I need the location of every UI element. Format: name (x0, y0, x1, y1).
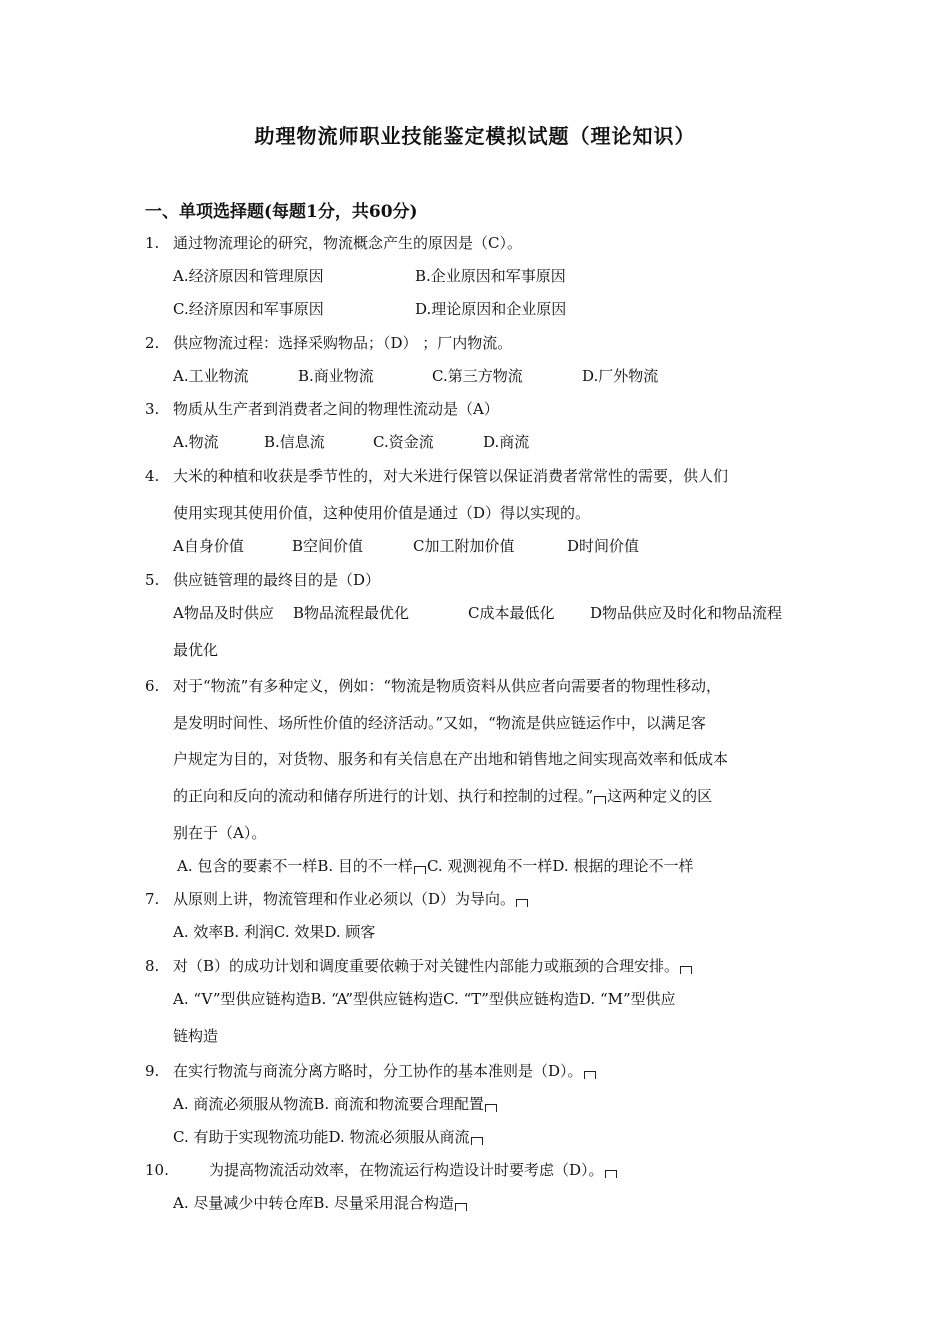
question-8 (145, 956, 693, 976)
option-c: C成本最低化 (468, 604, 555, 622)
option-c: C加工附加价值 (413, 537, 515, 555)
question-number: 3. (145, 400, 160, 418)
question-6 (145, 676, 721, 696)
question-text-cont: 使用实现其使用价值，这种使用价值是通过（D）得以实现的。 (173, 504, 591, 522)
option-d: D.理论原因和企业原因 (415, 300, 567, 318)
space-mark-icon (680, 966, 692, 974)
option-b: B.企业原因和军事原因 (415, 267, 566, 285)
question-3 (145, 399, 499, 419)
options-text: A. 尽量减少中转仓库B. 尽量采用混合构造 (173, 1194, 454, 1212)
question-1 (145, 233, 522, 253)
section-heading: 一、单项选择题(每题1分，共60分) (145, 202, 418, 222)
space-mark-icon (516, 899, 528, 907)
question-10 (145, 1160, 618, 1180)
option-a: A.物流 (173, 433, 219, 451)
option-b: B物品流程最优化 (293, 604, 410, 622)
question-text: 通过物流理论的研究，物流概念产生的原因是（C）。 (173, 234, 522, 252)
question-text-cont: 别在于（A）。 (173, 824, 267, 842)
question-text: 大米的种植和收获是季节性的，对大米进行保管以保证消费者常常性的需要，供人们 (173, 467, 729, 485)
question-text: 为提高物流活动效率，在物流运行构造设计时要考虑（D）。 (209, 1161, 604, 1179)
options-row (173, 1193, 468, 1213)
option-b: B.信息流 (264, 433, 325, 451)
options-row (173, 536, 639, 556)
options-row (177, 856, 693, 876)
options-row-cont: 链构造 (173, 1027, 219, 1045)
options-text: C. 有助于实现物流功能D. 物流必须服从商流 (173, 1128, 470, 1146)
options-text: A. 包含的要素不一样B. 目的不一样 (177, 857, 413, 875)
option-c: C.资金流 (373, 433, 434, 451)
option-d: D.厂外物流 (582, 367, 659, 385)
page-title: 助理物流师职业技能鉴定模拟试题（理论知识） (254, 124, 696, 148)
question-text-part: 的正向和反向的流动和储存所进行的计划、执行和控制的过程。” (173, 787, 594, 805)
option-a: A自身价值 (173, 537, 244, 555)
question-number: 9. (145, 1062, 160, 1080)
question-4 (145, 466, 728, 486)
space-mark-icon (455, 1203, 467, 1211)
space-mark-icon (594, 796, 606, 804)
option-c: C.经济原因和军事原因 (173, 300, 324, 318)
question-5 (145, 570, 380, 590)
options-row (173, 432, 529, 452)
question-text: 对（B）的成功计划和调度重要依赖于对关键性内部能力或瓶颈的合理安排。 (173, 957, 680, 975)
options-row (173, 603, 782, 623)
question-text: 在实行物流与商流分离方略时，分工协作的基本准则是（D）。 (173, 1062, 583, 1080)
space-mark-icon (485, 1104, 497, 1112)
question-number: 7. (145, 890, 160, 908)
question-number: 6. (145, 677, 160, 695)
option-d: D时间价值 (567, 537, 640, 555)
options-row: A. 效率B. 利润C. 效果D. 顾客 (173, 923, 376, 941)
space-mark-icon (584, 1071, 596, 1079)
option-b: B.商业物流 (298, 367, 374, 385)
question-text: 从原则上讲，物流管理和作业必须以（D）为导向。 (173, 890, 516, 908)
question-number: 5. (145, 571, 160, 589)
option-c: C.第三方物流 (432, 367, 523, 385)
question-2 (145, 333, 512, 353)
options-row (173, 366, 658, 386)
option-b: B空间价值 (292, 537, 364, 555)
question-text-cont: 户规定为目的，对货物、服务和有关信息在产出地和销售地之间实现高效率和低成本 (173, 750, 729, 768)
question-text-part: 这两种定义的区 (607, 787, 713, 805)
question-9 (145, 1061, 597, 1081)
option-d: D.商流 (483, 433, 530, 451)
option-d-cont: 最优化 (173, 641, 219, 659)
question-text: 对于“物流”有多种定义，例如：“物流是物质资料从供应者向需要者的物理性移动， (173, 677, 722, 695)
question-number: 4. (145, 467, 160, 485)
question-number: 1. (145, 234, 160, 252)
options-row (173, 1127, 484, 1147)
question-text: 供应链管理的最终目的是（D） (173, 571, 381, 589)
question-number: 2. (145, 334, 160, 352)
question-number: 10. (145, 1161, 169, 1179)
options-row: A. “V”型供应链构造B. “A”型供应链构造C. “T”型供应链构造D. “M”型供应 (173, 990, 676, 1008)
options-row (173, 299, 566, 319)
space-mark-icon (471, 1137, 483, 1145)
question-text: 供应物流过程：选择采购物品；（D） ；厂内物流。 (173, 334, 513, 352)
space-mark-icon (414, 866, 426, 874)
option-a: A物品及时供应 (173, 604, 274, 622)
question-text: 物质从生产者到消费者之间的物理性流动是（A） (173, 400, 499, 418)
option-a: A.工业物流 (173, 367, 249, 385)
option-d: D物品供应及时化和物品流程 (590, 604, 783, 622)
space-mark-icon (605, 1170, 617, 1178)
question-text-cont: 是发明时间性、场所性价值的经济活动。”又如，“物流是供应链运作中，以满足客 (173, 714, 706, 732)
options-text: A. 商流必须服从物流B. 商流和物流要合理配置 (173, 1095, 484, 1113)
question-text-cont (173, 786, 712, 806)
question-number: 8. (145, 957, 160, 975)
options-row (173, 266, 566, 286)
options-row (173, 1094, 498, 1114)
option-a: A.经济原因和管理原因 (173, 267, 324, 285)
question-7 (145, 889, 529, 909)
options-text: C. 观测视角不一样D. 根据的理论不一样 (426, 857, 694, 875)
